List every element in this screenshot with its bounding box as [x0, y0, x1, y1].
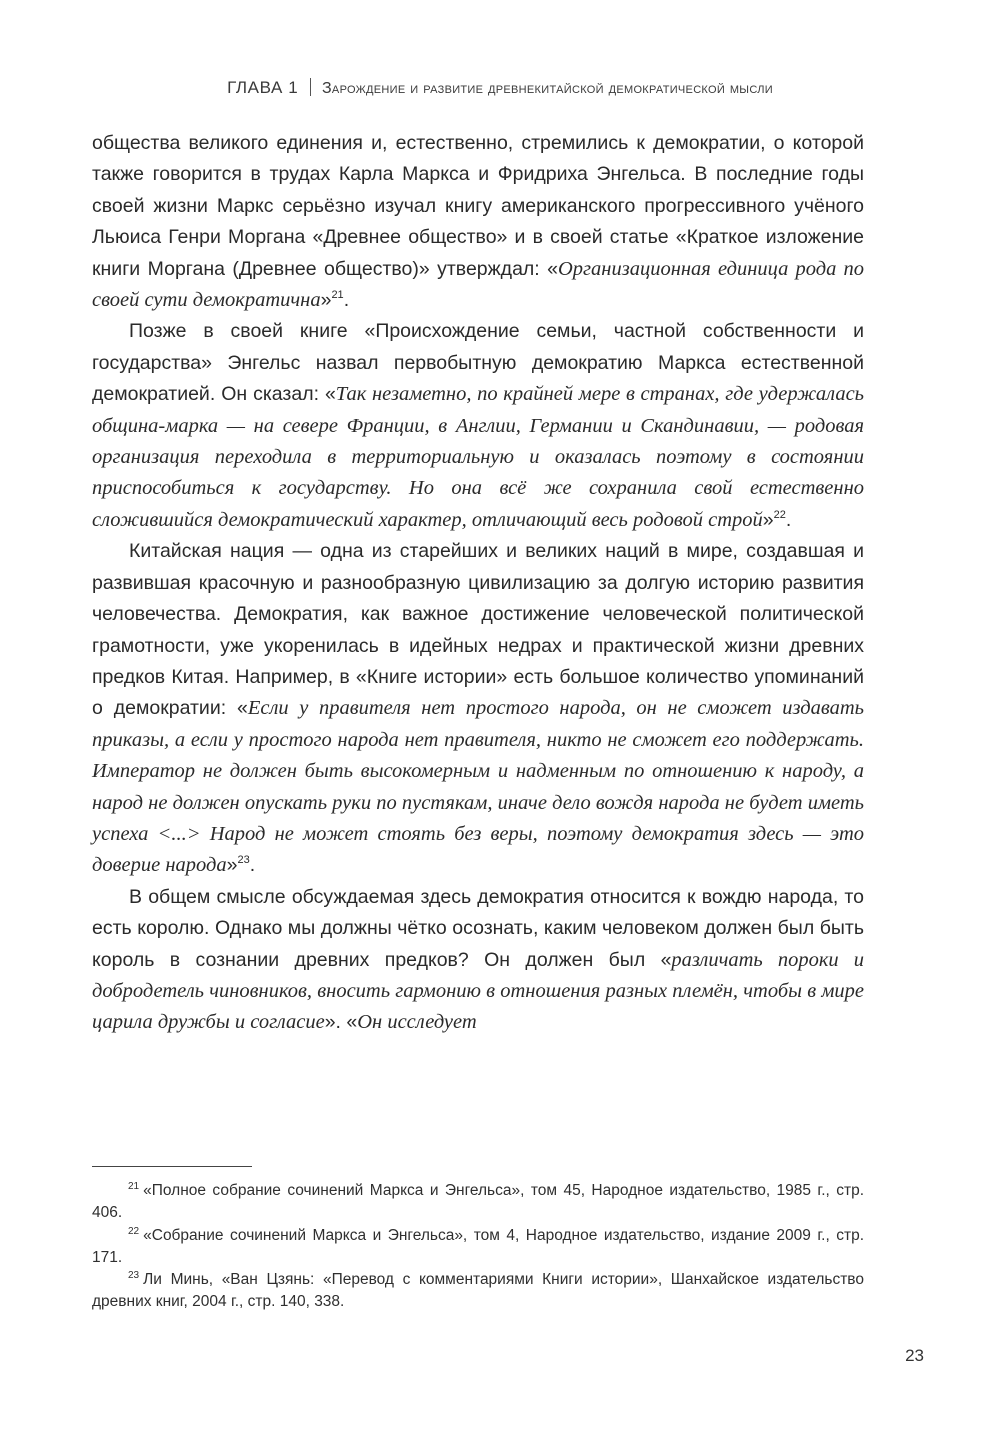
footnote-text: Ли Минь, «Ван Цзянь: «Перевод с комментариями Книги истории», Шанхайское издательство древних книг, 2004 г., стр. 140, 338. [92, 1271, 864, 1311]
quote-3: Если у правителя нет простого народа, он не сможет издавать приказы, а если у простого народа нет правителя, никто не сможет его поддержать. Император не должен быть высокомерным и надменным по отношению к народу, а народ не должен опускать руки по пустякам, иначе дело вождя народа не будет иметь успеха <...> Народ не может стоять без веры, поэтому демократия здесь — это доверие народа [92, 697, 864, 877]
footnote-number: 21 [128, 1181, 140, 1192]
period: . [343, 289, 350, 312]
header-separator [310, 78, 311, 96]
quote-5: Он исследует [357, 1011, 477, 1034]
page-number: 23 [905, 1346, 924, 1365]
footnote-divider [92, 1166, 252, 1167]
quote-close: » [320, 289, 332, 312]
footnote-23 [92, 1269, 864, 1314]
period: . [785, 508, 792, 531]
footnote-ref-23[interactable]: 23 [237, 854, 250, 867]
period: . [249, 854, 256, 877]
footnote-22 [92, 1225, 864, 1270]
paragraph-1 [92, 128, 864, 316]
running-head [0, 78, 1000, 98]
quote-close: » [762, 508, 774, 531]
quote-4: различать пороки и добродетель чиновников, вносить гармонию в отношения разных племён, чтобы в мире царила дружбы и согласие [92, 948, 865, 1034]
footnote-ref-21[interactable]: 21 [331, 289, 344, 302]
paragraph-4-text: В общем смысле обсуждаемая здесь демократия относится к вождю народа, то есть королю. Однако мы должны чётко осознать, каким человеком должен был быть король в сознании древних предков? Он должен был « [92, 885, 864, 971]
paragraph-4 [92, 882, 864, 1039]
quote-close: » [226, 854, 238, 877]
paragraph-2 [92, 316, 864, 536]
footnote-text: «Собрание сочинений Маркса и Энгельса», том 4, Народное издательство, издание 2009 г., стр. 171. [92, 1226, 864, 1266]
chapter-subtitle: Зарождение и развитие древнекитайской демократической мысли [321, 80, 773, 97]
footnotes [92, 1180, 864, 1314]
footnote-number: 23 [128, 1270, 140, 1282]
paragraph-1-text: общества великого единения и, естественно, стремились к демократии, о которой также говорится в трудах Карла Маркса и Фридриха Энгельса. В последние годы своей жизни Маркс серьёзно изучал книгу американского прогрессивного учёного Льюиса Генри Моргана «Древнее общество» и в своей статье «Краткое изложение книги Моргана (Древнее общество)» утверждал: « [92, 132, 864, 280]
footnote-number: 22 [128, 1225, 140, 1237]
paragraph-3 [92, 536, 864, 881]
footnote-21 [92, 1180, 864, 1225]
chapter-label: ГЛАВА 1 [227, 78, 299, 97]
paragraph-2-text: Позже в своей книге «Происхождение семьи, частной собственности и государства» Энгельс назвал первобытную демократию Маркса естественной демократией. Он сказал: « [92, 320, 864, 406]
quote-separator: ». « [324, 1011, 358, 1034]
footnote-ref-22[interactable]: 22 [773, 508, 786, 521]
quote-1: Организационная единица рода по своей сути демократична [92, 257, 864, 312]
quote-2: Так незаметно, по крайней мере в странах, где удержалась община-марка — на севере Франции, в Англии, Германии и Скандинавии, — родовая организация переходила в территориальную и оказалась поэтому в состоянии приспособиться к государству. Но она всё же сохранила свой естественно сложившийся демократический характер, отличающий весь родовой строй [92, 383, 864, 531]
body-text [92, 128, 864, 1039]
paragraph-3-text: Китайская нация — одна из старейших и великих наций в мире, создавшая и развившая красочную и разнообразную цивилизацию за долгую историю развития человечества. Демократия, как важное достижение человеческой политической грамотности, уже укоренилась в идейных недрах и практической жизни древних предков Китая. Например, в «Книге истории» есть большое количество упоминаний о демократии: « [92, 540, 864, 720]
footnote-text: «Полное собрание сочинений Маркса и Энгельса», том 45, Народное издательство, 1985 г., стр. 406. [92, 1182, 864, 1222]
